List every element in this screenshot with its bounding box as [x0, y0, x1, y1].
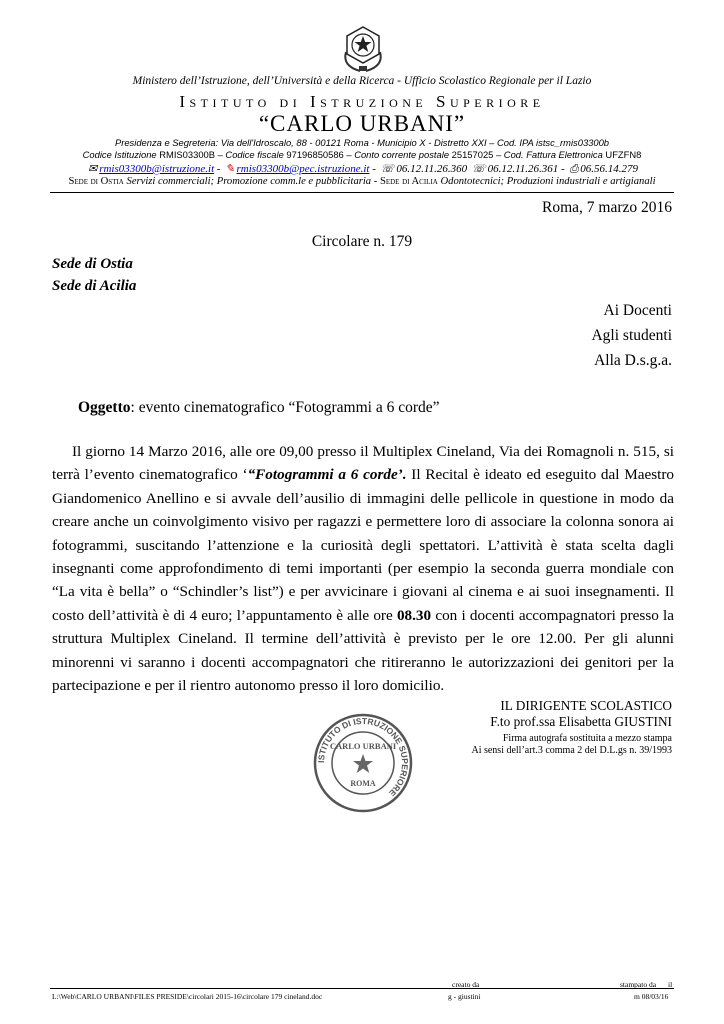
- footer-printed-suffix: il: [668, 980, 673, 989]
- sede-acilia-label: Sede di Acilia: [379, 176, 438, 187]
- sede-acilia: Sede di Acilia: [52, 278, 137, 294]
- signature-note-1: Firma autografa sostituita a mezzo stampa: [502, 733, 672, 744]
- pec-link[interactable]: rmis03300b@pec.istruzione.it: [236, 163, 370, 175]
- codes-line: [0, 149, 724, 160]
- subject-line: [78, 399, 440, 417]
- subject-label: Oggetto: [78, 399, 131, 416]
- body-part-3: con i docenti accompagnatori presso la struttura Multiplex Cineland. Il termine dell’attività è previsto per le ore 12.00. Per gli alunni minorenni vi saranno i docenti accompagnatori che ritireranno le autorizzazioni dei genitori per la partecipazione e per il rientro autonomo presso il loro domicilio.: [52, 606, 674, 695]
- event-title: “Fotogrammi a 6 corde’.: [247, 466, 407, 484]
- fattura-label: – Cod. Fattura Elettronica: [495, 149, 603, 160]
- recipient-studenti: Agli studenti: [591, 327, 672, 344]
- stamp-name: CARLO URBANI: [329, 741, 397, 751]
- phone-icon: ☏: [380, 163, 395, 175]
- institute-name: “CARLO URBANI”: [258, 111, 466, 136]
- footer-created-label: creato da: [452, 980, 480, 989]
- footer-creator: g - giustini: [448, 992, 481, 1001]
- signature-note-2: Ai sensi dell’art.3 comma 2 del D.L.gs n. 39/1993: [471, 745, 672, 756]
- sede-ostia: Sede di Ostia: [52, 256, 133, 272]
- phone-icon: ☏: [471, 163, 486, 175]
- codice-value: RMIS03300B: [159, 149, 215, 160]
- fax-number: 06.56.14.279: [580, 163, 639, 175]
- phone-2: 06.12.11.26.361: [487, 163, 559, 175]
- body-part-2: Il Recital è ideato ed eseguito dal Maestro Giandomenico Anellino e si avvale dell’ausilio di immagini delle pellicole in questione in modo da creare anche un coinvolgimento visivo per ragazzi e permettere loro di associare la colonna sonora ai fotogrammi, suscitando l’attenzione e la curiosità degli spettatori. L’attività è stata scelta dagli insegnanti come approfondimento di temi importanti (per esempio la seconda guerra mondiale con “La vita è bella” o “Schindler’s list”) e per avvicinare i giovani al cinema e ai suoi insegnamenti. Il costo dell’attività è di 4 euro; l’appuntamento è alle ore: [52, 466, 674, 624]
- ministry-heading: Ministero dell’Istruzione, dell’Università e della Ricerca - Ufficio Scolastico Regionale per il Lazio: [132, 75, 592, 87]
- stamp-star-icon: [353, 754, 373, 773]
- recipient-dsga: Alla D.s.g.a.: [594, 352, 672, 369]
- fattura-value: UFZFN8: [605, 149, 642, 160]
- italian-republic-emblem-icon: [340, 22, 386, 74]
- footer-divider: [50, 988, 674, 989]
- signature-name: F.to prof.ssa Elisabetta GIUSTINI: [490, 714, 672, 729]
- stamp-city: ROMA: [350, 779, 376, 788]
- contacts-line: ✉ rmis03300b@istruzione.it - ✎ rmis03300b@pec.istruzione.it - ☏ 06.12.11.26.360 ☏ 06.12.11.26.361 - ⎙ 06.56.14.279: [87, 163, 639, 175]
- institute-type: Istituto di Istruzione Superiore: [179, 92, 545, 111]
- stamp-ring-text: ISTITUTO DI ISTRUZIONE SUPERIORE: [315, 715, 411, 799]
- envelope-icon: ✉: [87, 163, 98, 175]
- codice-fiscale-label: – Codice fiscale: [217, 149, 284, 160]
- conto-value: 25157025: [451, 149, 494, 160]
- sede-ostia-desc: Servizi commerciali; Promozione comm.le e pubblicitaria: [126, 176, 372, 187]
- pec-icon: ✎: [225, 163, 235, 175]
- sede-acilia-desc: Odontotecnici; Produzioni industriali e artigianali: [440, 176, 656, 187]
- recipient-docenti: Ai Docenti: [603, 302, 672, 319]
- circolare-number: Circolare n. 179: [311, 233, 413, 250]
- footer-path: L:\Web\CARLO URBANI\FILES PRESIDE\circolari 2015-16\circolare 179 cineland.doc: [52, 992, 323, 1001]
- fax-icon: ⎙: [569, 163, 579, 175]
- letter-date: Roma, 7 marzo 2016: [541, 199, 672, 216]
- sedi-line: Sede di Ostia Servizi commerciali; Promozione comm.le e pubblicitaria - Sede di Acilia Odontotecnici; Produzioni industriali e artigianali: [68, 176, 656, 187]
- codice-label: Codice Istituzione: [82, 149, 157, 160]
- body-part-1: Il giorno 14 Marzo 2016, alle ore 09,00 presso il Multiplex Cineland, Via dei Romagnoli n. 515, si terrà l’evento cinematografico ‘: [52, 443, 674, 484]
- conto-label: – Conto corrente postale: [346, 149, 450, 160]
- codice-fiscale-value: 97196850586: [286, 149, 344, 160]
- subject-text: : evento cinematografico “Fotogrammi a 6 corde”: [130, 399, 440, 416]
- signature-title: IL DIRIGENTE SCOLASTICO: [500, 698, 672, 713]
- phone-1: 06.12.11.26.360: [396, 163, 468, 175]
- footer-print-date: m 08/03/16: [634, 992, 669, 1001]
- meeting-time: 08.30: [396, 606, 432, 624]
- footer-printed-label: stampato da: [620, 980, 657, 989]
- signature-block: [490, 698, 672, 730]
- address-line: Presidenza e Segreteria: Via dell'Idroscalo, 88 - 00121 Roma - Municipio X - Distretto XXI – Cod. IPA istsc_rmis03300b: [114, 137, 610, 148]
- school-stamp: [312, 712, 414, 814]
- header-divider: [50, 192, 674, 193]
- email-link[interactable]: rmis03300b@istruzione.it: [99, 163, 215, 175]
- body-paragraph: [52, 440, 674, 697]
- sede-ostia-label: Sede di Ostia: [68, 176, 124, 187]
